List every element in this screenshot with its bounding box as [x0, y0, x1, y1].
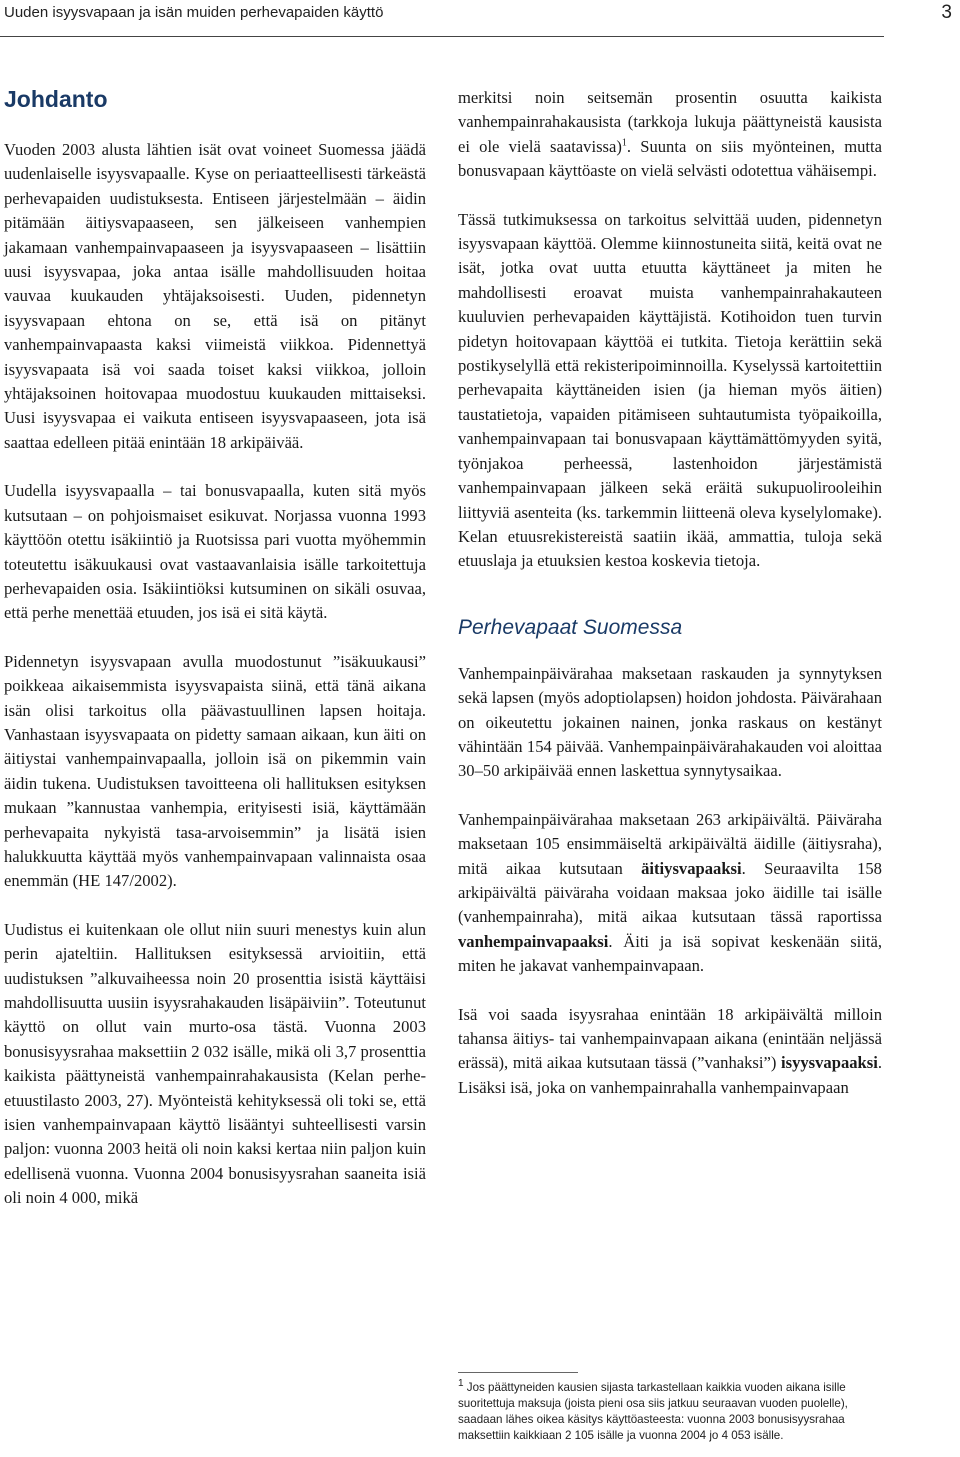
- page-number: 3: [941, 2, 952, 23]
- bold-term: isyysvapaaksi: [781, 1053, 878, 1073]
- paragraph: Tässä tutkimuksessa on tarkoitus selvittää uuden, pidennetyn isyysvapaan käyttöä. Olemme kiinnostuneita siitä, keitä ovat ne isät, jotka ovat uutta etuutta käyttäneet ja miten he mahdollisesti eroavat muista vanhempainrahakauteen kuuluvien perhevapaiden käyttäjistä. Kotihoidon tuen turvin pidetyn hoitovapaan käyttöä ei tutkita. Tietoja kerättiin sekä postikyselyllä että rekisteripoiminnoilla. Kyselyssä kartoitettiin perhevapaita käyttäneiden isien (ja hieman myös äitien) taustatietoja, vapaiden pitämiseen suhtautumista työpaikoilla, vanhempainvapaan tai bonusvapaan käyttämättömyyden syitä, työnjakoa perheessä, lastenhoidon järjestämistä vanhempainvapaan jälkeen sekä eräitä sukupuolirooleihin liittyviä asenteita (ks. tarkemmin liitteenä oleva kyselylomake). Kelan etuusrekistereistä saatiin ikää, ammattia, tuloja sekä etuuslaja ja etuuksien kestoa koskevia tietoja.: [458, 209, 882, 571]
- bold-term: äitiysvapaaksi: [641, 858, 742, 878]
- paragraph: Isä voi saada isyysrahaa enintään 18 arkipäivältä milloin tahansa äitiys- tai vanhempainvapaan aikana (enintään neljässä erässä), mitä aikaa kutsutaan tässä (”vanhaksi”) isyysvapaaksi. Lisäksi isä, joka on vanhempainrahalla vanhempainvapaan: [458, 1004, 882, 1097]
- footnote-rule: [458, 1372, 578, 1373]
- paragraph: merkitsi noin seitsemän prosentin osuutta kaikista vanhempainrahakausista (tarkkoja lukuja päättyneistä kausista ei ole vielä saatavissa)$^1$. Suunta on siis myönteinen, mutta bonusvapaan käyttöaste on vielä selvästi odotettua vähäisempi.: [458, 88, 882, 181]
- left-column: [4, 86, 426, 1211]
- running-header: [0, 0, 960, 32]
- footnote-text: Jos päättyneiden kausien sijasta tarkastellaan kaikkia vuoden aikana isille suoritettuja maksuja (joista pieni osa siis jatkuu seuraavan vuoden puolelle), saadaan lähes oikea käsitys käyttöasteesta: vuonna 2003 bonusisyysrahaa maksettiin kaikkiaan 2 105 isälle ja vuonna 2004 jo 4 053 isälle.: [458, 1381, 848, 1442]
- paragraph: Vanhempainpäivärahaa maksetaan 263 arkipäivältä. Päiväraha maksetaan 105 ensimmäiseltä arkipäivältä äidille (äitiysraha), mitä aikaa kutsutaan äitiysvapaaksi. Seuraavilta 158 arkipäivältä päiväraha voidaan maksaa joko äidille tai isälle (vanhempainraha), mitä aikaa kutsutaan tässä raportissa vanhempainvapaaksi. Äiti ja isä sopivat keskenään siitä, miten he jakavat vanhempainvapaan.: [458, 809, 882, 976]
- paragraph: Pidennetyn isyysvapaan avulla muodostunut ”isäkuukausi” poikkeaa aikaisemmista isyysvapaista siinä, että tänä aikana isän olisi tarkoitus olla päävastuullinen lapsen hoitaja. Vanhastaan isyysvapaata on pidetty samaan aikaan, kun äiti on äitiystai vanhempainvapaalla, jolloin isä on pikemmin vain äidin tukena. Uudistuksen tavoitteena oli hallituksen esityksen mukaan ”kannustaa vanhempia, erityisesti isiä, käyttämään perhevapaita nykyistä tasa-arvoisemmin” ja lisätä isien halukkuutta käyttää myös vanhempainvapaan valinnaista osaa enemmän (HE 147/2002).: [4, 651, 426, 891]
- bold-term: vanhempainvapaaksi: [458, 931, 609, 951]
- running-header-title: Uuden isyysvapaan ja isän muiden perhevapaiden käyttö: [4, 4, 384, 21]
- paragraph: Uudella isyysvapaalla – tai bonusvapaalla, kuten sitä myös kutsutaan – on pohjoismaiset esikuvat. Norjassa vuonna 1993 käyttöön otettu isäkiintiö ja Ruotsissa pari vuotta myöhemmin toteutettu isäkuukausi ovat vastaavanlaisia isälle tarkoitettuja perhevapaiden osia. Isäkiintiöksi kutsuminen on sikäli osuvaa, että perhe menettää etuuden, jos isä ei sitä käytä.: [4, 481, 426, 623]
- subsection-heading: Perhevapaat Suomessa: [458, 615, 683, 639]
- paragraph: Vanhempainpäivärahaa maksetaan raskauden ja synnytyksen sekä lapsen (myös adoptiolapsen) hoidon johdosta. Päivärahaan on oikeutettu jokainen nainen, jonka raskaus on kestänyt vähintään 154 päivää. Vanhempainpäivärahakauden voi aloittaa 30–50 arkipäivää ennen laskettua synnytysaikaa.: [458, 663, 882, 781]
- footnote-marker: 1: [458, 1378, 464, 1390]
- footnote: [458, 1380, 882, 1444]
- paragraph: Uudistus ei kuitenkaan ole ollut niin suuri menestys kuin alun perin ajateltiin. Hallituksen esityksessä arvioitiin, että uudistuksen ”alkuvaiheessa noin 20 prosenttia isistä käyttäisi mahdollisuutta uusiin isyysrahakauden lisäpäiviin”. Toteutunut käyttö on ollut vain murto-osa tästä. Vuonna 2003 bonusisyysrahaa maksettiin 2 032 isälle, mikä oli 3,7 prosenttia kaikista päättyneistä vanhempainrahakausista (Kelan perhe-etuustilasto 2003, 27). Myönteistä kehityksessä oli toki se, että isien vanhempainvapaan käyttö lisääntyi suhteellisesti varsin paljon: vuonna 2003 heitä oli noin kaksi kertaa niin paljon kuin edellisenä vuonna. Vuonna 2004 bonusisyysrahan saaneita isiä oli noin 4 000, mikä: [4, 919, 426, 1208]
- header-rule: [0, 36, 884, 37]
- right-column: [458, 86, 882, 1100]
- section-heading: Johdanto: [4, 86, 108, 112]
- footnote-reference: 1: [621, 137, 627, 149]
- paragraph: Vuoden 2003 alusta lähtien isät ovat voineet Suomessa jäädä uudenlaiselle isyysvapaalle. Kyse on periaatteellisesti tärkeästä perhevapaiden uudistuksesta. Entiseen järjestelmään – äidin pitämään äitiysvapaaseen, sen jälkeiseen vanhempien jakamaan vanhempainvapaaseen ja isyysvapaaseen – lisättiin uusi isyysvapaa, joka antaa isälle mahdollisuuden hoitaa vauvaa kuukauden yhtäjaksoisesti. Uuden, pidennetyn isyysvapaan ehtona on se, että isä on pitänyt vanhempainvapaasta kaksi viimeistä viikkoa. Pidennettyä isyysvapaata isä voi saada toiset kaksi viikkoa, jolloin yhtäjaksoinen hoitovapaa muodostuu kuukauden mittaiseksi. Uusi isyysvapaa ei vaikuta entiseen isyysvapaaseen, jota isä saattaa edelleen pitää enintään 18 arkipäivää.: [4, 140, 426, 452]
